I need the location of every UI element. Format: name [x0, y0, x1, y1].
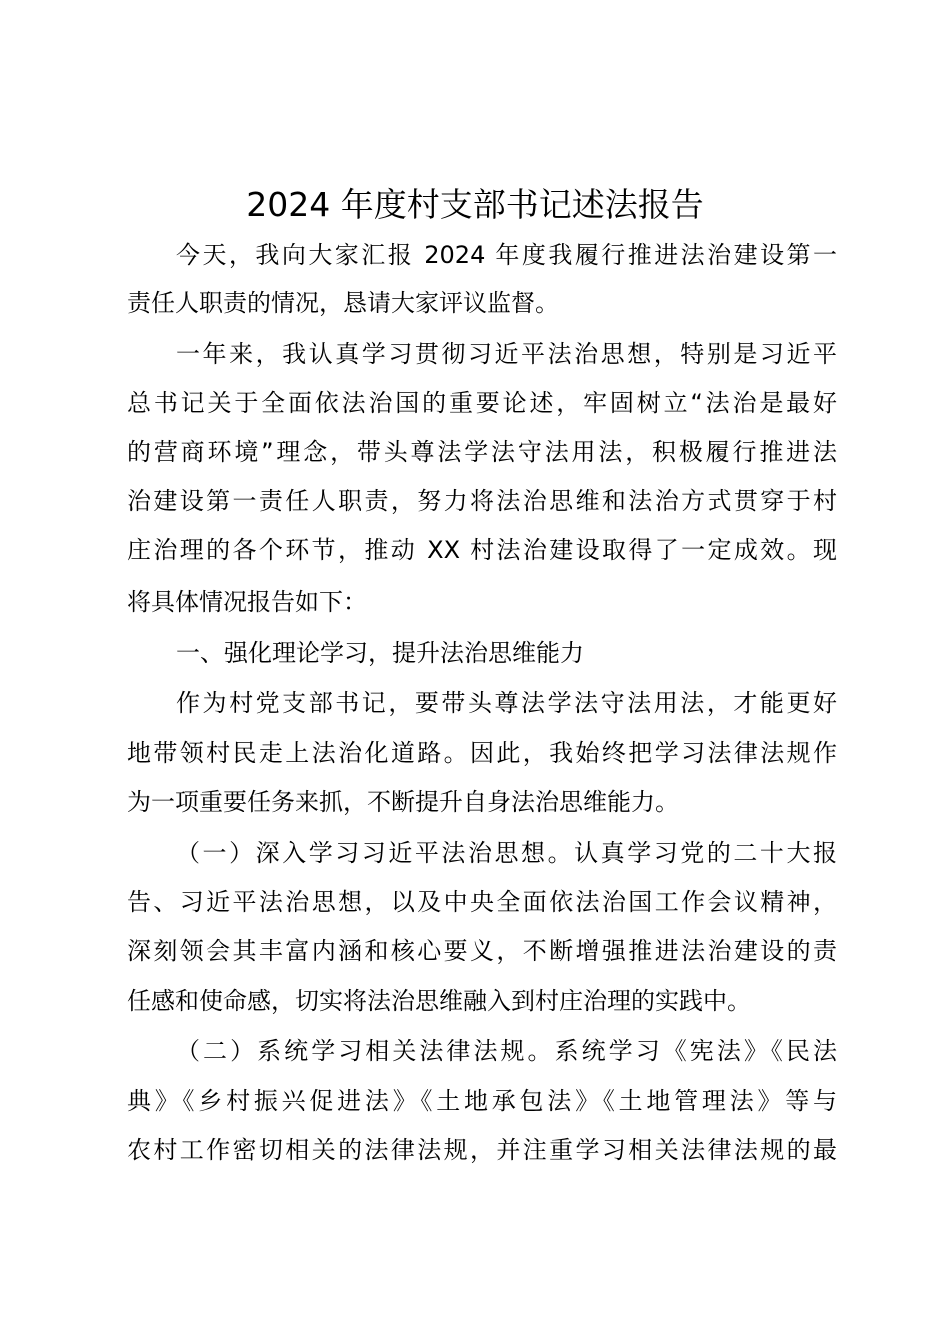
body-line: 作为村党支部书记，要带头尊法学法守法用法，才能更好	[176, 689, 837, 717]
body-line: 的营商环境”理念，带头尊法学法守法用法，积极履行推进法	[127, 438, 837, 466]
body-line: 总书记关于全面依法治国的重要论述，牢固树立“法治是最好	[127, 389, 837, 417]
body-line: 深刻领会其丰富内涵和核心要义，不断增强推进法治建设的责	[127, 937, 837, 965]
body-line: 治建设第一责任人职责，努力将法治思维和法治方式贯穿于村	[127, 487, 837, 515]
body-line: 一年来，我认真学习贯彻习近平法治思想，特别是习近平	[176, 340, 837, 368]
body-line: 庄治理的各个环节，推动 XX 村法治建设取得了一定成效。现	[127, 536, 837, 564]
body-line: 将具体情况报告如下：	[127, 588, 367, 616]
section-heading: 一、强化理论学习，提升法治思维能力	[176, 639, 584, 667]
body-line: 今天，我向大家汇报 2024 年度我履行推进法治建设第一	[176, 241, 837, 269]
document-title: 2024 年度村支部书记述法报告	[246, 185, 704, 224]
body-line: 任感和使命感，切实将法治思维融入到村庄治理的实践中。	[127, 987, 751, 1015]
body-line: 告、习近平法治思想，以及中央全面依法治国工作会议精神，	[127, 888, 837, 916]
body-line: 地带领村民走上法治化道路。因此，我始终把学习法律法规作	[127, 739, 837, 767]
body-line: 责任人职责的情况，恳请大家评议监督。	[127, 289, 559, 317]
body-line: 典》《乡村振兴促进法》《土地承包法》《土地管理法》等与	[127, 1087, 837, 1115]
body-line: （二）系统学习相关法律法规。系统学习《宪法》《民法	[176, 1037, 837, 1065]
body-line: 为一项重要任务来抓，不断提升自身法治思维能力。	[127, 788, 679, 816]
body-line: （一）深入学习习近平法治思想。认真学习党的二十大报	[176, 839, 837, 867]
body-line: 农村工作密切相关的法律法规，并注重学习相关法律法规的最	[127, 1136, 837, 1164]
